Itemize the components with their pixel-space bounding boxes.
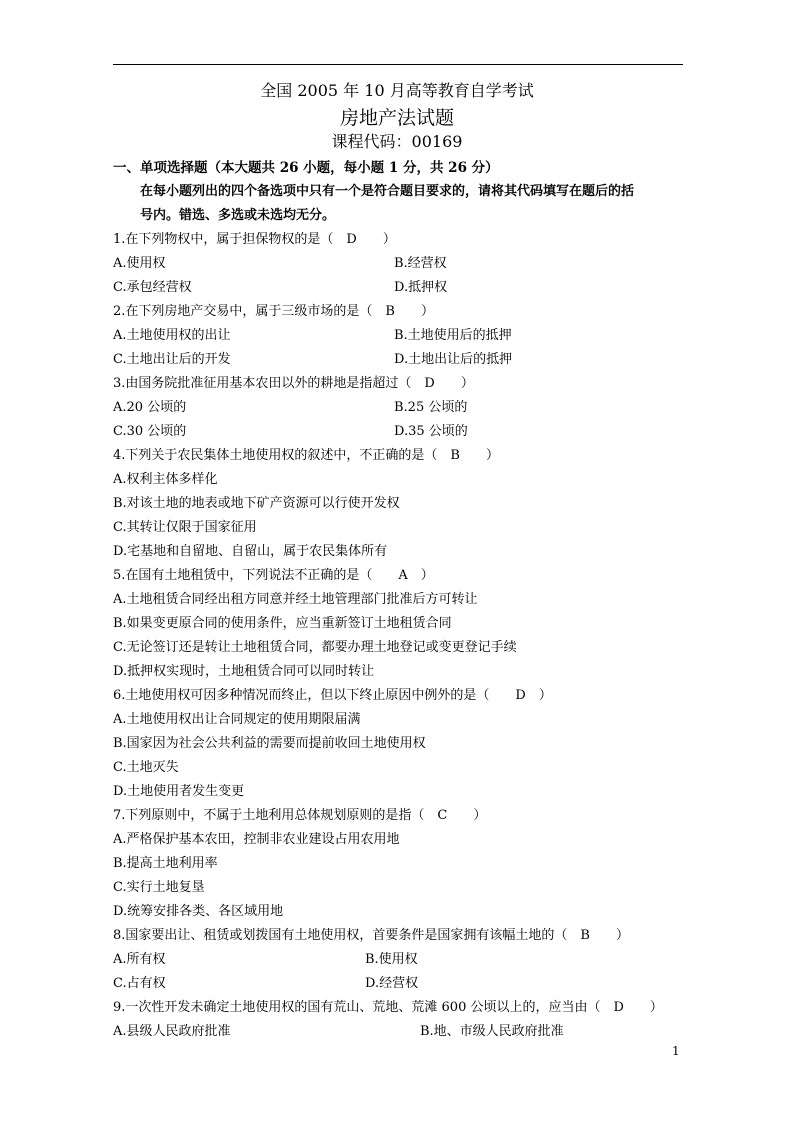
question-8-option-c: C.占有权	[113, 976, 166, 991]
question-4-option-d: D.宅基地和自留地、自留山，属于农民集体所有	[113, 544, 388, 559]
question-7-stem: 7.下列原则中，不属于土地利用总体规划原则的是指（ C ）	[113, 808, 487, 823]
question-3-stem: 3.由国务院批准征用基本农田以外的耕地是指超过（ D ）	[113, 376, 474, 391]
question-2-option-a: A.土地使用权的出让	[113, 328, 231, 343]
question-9-option-a: A.县级人民政府批准	[113, 1024, 231, 1039]
question-5-option-d: D.抵押权实现时，土地租赁合同可以同时转让	[113, 664, 375, 679]
question-1-option-a: A.使用权	[113, 256, 166, 271]
question-3-option-a: A.20 公顷的	[113, 400, 187, 415]
question-2-option-d: D.土地出让后的抵押	[394, 352, 513, 367]
top-rule	[113, 64, 683, 65]
section-heading: 一、单项选择题（本大题共 26 小题，每小题 1 分，共 26 分）	[113, 160, 499, 176]
question-6-option-c: C.土地灭失	[113, 760, 179, 775]
question-7-option-a: A.严格保护基本农田，控制非农业建设占用农用地	[113, 832, 400, 847]
question-4-option-c: C.其转让仅限于国家征用	[113, 520, 257, 535]
page-title: 房地产法试题	[339, 107, 454, 129]
question-5-option-b: B.如果变更原合同的使用条件，应当重新签订土地租赁合同	[113, 616, 452, 631]
question-7-option-c: C.实行土地复垦	[113, 880, 205, 895]
question-5-option-c: C.无论签订还是转让土地租赁合同，都要办理土地登记或变更登记手续	[113, 640, 517, 655]
question-3-option-c: C.30 公顷的	[113, 424, 187, 439]
question-4-option-b: B.对该土地的地表或地下矿产资源可以行使开发权	[113, 496, 400, 511]
question-2-option-c: C.土地出让后的开发	[113, 352, 231, 367]
question-8-option-d: D.经营权	[365, 976, 419, 991]
question-9-stem: 9.一次性开发未确定土地使用权的国有荒山、荒地、荒滩 600 公顷以上的，应当由（ D ）	[113, 1000, 663, 1015]
question-6-option-b: B.国家因为社会公共利益的需要而提前收回土地使用权	[113, 736, 426, 751]
question-8-option-b: B.使用权	[365, 952, 418, 967]
question-2-option-b: B.土地使用后的抵押	[394, 328, 512, 343]
page-number: 1	[672, 1044, 680, 1058]
question-5-stem: 5.在国有土地租赁中，下列说法不正确的是（ A ）	[113, 568, 434, 583]
question-6-option-d: D.土地使用者发生变更	[113, 784, 245, 799]
question-9-option-b: B.地、市级人民政府批准	[420, 1024, 564, 1039]
course-code: 课程代码：00169	[331, 132, 463, 151]
question-5-option-a: A.土地租赁合同经出租方同意并经土地管理部门批准后方可转让	[113, 592, 478, 607]
question-4-stem: 4.下列关于农民集体土地使用权的叙述中，不正确的是（ B ）	[113, 448, 499, 463]
question-2-stem: 2.在下列房地产交易中，属于三级市场的是（ B ）	[113, 304, 434, 319]
question-1-option-c: C.承包经营权	[113, 280, 192, 295]
question-1-option-d: D.抵押权	[394, 280, 448, 295]
question-8-stem: 8.国家要出让、租赁或划拨国有土地使用权，首要条件是国家拥有该幅土地的（ B ）	[113, 928, 629, 943]
question-3-option-b: B.25 公顷的	[394, 400, 468, 415]
question-4-option-a: A.权利主体多样化	[113, 472, 218, 487]
question-8-option-a: A.所有权	[113, 952, 166, 967]
section-instruction-2: 号内。错选、多选或未选均无分。	[140, 208, 336, 223]
question-7-option-d: D.统筹安排各类、各区域用地	[113, 904, 284, 919]
question-7-option-b: B.提高土地利用率	[113, 856, 218, 871]
question-6-stem: 6.土地使用权可因多种情况而终止，但以下终止原因中例外的是（ D ）	[113, 688, 552, 703]
question-3-option-d: D.35 公顷的	[394, 424, 468, 439]
question-1-option-b: B.经营权	[394, 256, 447, 271]
exam-header: 全国 2005 年 10 月高等教育自学考试	[260, 81, 534, 100]
question-1-stem: 1.在下列物权中，属于担保物权的是（ D ）	[113, 232, 396, 247]
question-6-option-a: A.土地使用权出让合同规定的使用期限届满	[113, 712, 361, 727]
section-instruction-1: 在每小题列出的四个备选项中只有一个是符合题目要求的，请将其代码填写在题后的括	[140, 184, 635, 199]
